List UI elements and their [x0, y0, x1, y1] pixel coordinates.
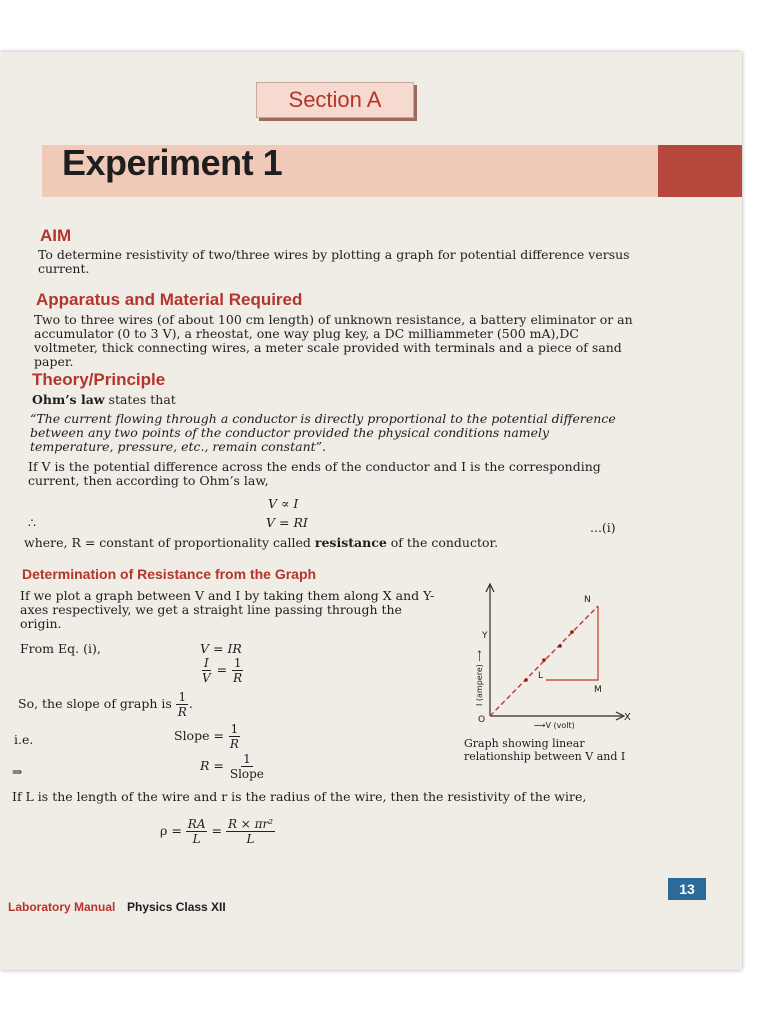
aim-text: To determine resistivity of two/three wires by plotting a graph for potential difference versus current. [38, 247, 630, 276]
slope-equation [174, 722, 241, 751]
footer-manual-title: Laboratory Manual [8, 900, 116, 914]
resistivity-text: If L is the length of the wire and r is the radius of the wire, then the resistivity of the wire, [12, 789, 587, 804]
fraction-numerator: 1 [230, 722, 239, 736]
ohms-law-quote: “The current flowing through a conductor is directly proportional to the potential difference between any two points of the conductor provided the physical conditions namely temperature, pressure, etc., remain constant”. [30, 411, 616, 454]
fraction-denominator: Slope [229, 767, 264, 781]
fraction-denominator: R [233, 671, 243, 685]
graph-intro: If we plot a graph between V and I by taking them along X and Y-axes respectively, we get a straight line passing through the origin. [20, 588, 435, 631]
fraction-numerator: 1 [243, 752, 251, 766]
resistance-term: resistance [314, 535, 387, 550]
point-m-label: M [594, 685, 602, 695]
y-axis-label: I (ampere) ⟶ [475, 650, 484, 706]
fraction-r-pi-r2-l [226, 817, 275, 846]
ie-label: i.e. [14, 732, 34, 747]
proportionality-equation: V ∝ I [268, 496, 299, 511]
equation-i-over-v [200, 656, 244, 685]
fraction-r-slope [228, 752, 266, 781]
apparatus-text: Two to three wires (of about 100 cm length) of unknown resistance, a battery eliminator or an accumulator (0 to 3 V), a rheostat, one way plug key, a DC milliammeter (500 mA),DC voltmeter, thick connecting wires, a meter scale provided with terminals and a piece of sand paper. [34, 312, 633, 369]
point-l-label: L [538, 671, 544, 681]
equals-sign: = [216, 662, 228, 677]
slope-label: Slope = [174, 728, 224, 743]
resistivity-equation [160, 817, 275, 846]
footer-book-title: Physics Class XII [127, 900, 226, 914]
fraction-numerator: R × πr² [227, 817, 274, 831]
manual-page [0, 52, 742, 970]
theory-heading: Theory/Principle [32, 370, 166, 389]
y-axis-letter: Y [482, 631, 488, 641]
section-label: Section A [288, 87, 382, 112]
equation-v-ir: V = IR [200, 641, 242, 656]
fraction-1-r [231, 656, 244, 685]
implies-symbol: ⇒ [12, 764, 23, 779]
fraction-numerator: I [203, 656, 209, 670]
fraction-slope [176, 690, 189, 719]
ohms-law-intro: states that [108, 392, 176, 407]
banner-accent [658, 145, 742, 197]
aim-heading: AIM [40, 226, 72, 245]
graph-section-heading: Determination of Resistance from the Graph [22, 566, 317, 582]
page-number: 13 [668, 878, 706, 900]
rho-label: ρ = [160, 823, 182, 838]
where-post: of the conductor. [390, 535, 499, 550]
fraction-denominator: V [202, 671, 211, 685]
fraction-denominator: R [229, 737, 239, 751]
data-point [558, 644, 562, 648]
resistance-equation [200, 752, 266, 781]
fraction-denominator: L [192, 832, 201, 846]
where-pre: where, R = constant of proportionality called [24, 535, 311, 550]
fraction-i-v [200, 656, 213, 685]
data-point [524, 678, 528, 682]
therefore-symbol: ∴ [28, 515, 36, 530]
point-n-label: N [584, 595, 591, 605]
slope-statement [18, 690, 193, 719]
ohms-law-equation: V = RI [266, 515, 308, 530]
ohms-law-name: Ohm’s law [32, 392, 105, 407]
ohms-law-line [32, 393, 632, 407]
figure-caption: Graph showing linear relationship between V and I [464, 737, 626, 763]
section-label-box [256, 82, 414, 118]
fraction-numerator: 1 [178, 690, 187, 704]
data-point [570, 630, 574, 634]
equals-sign: = [211, 823, 222, 838]
fraction-ra-l [186, 817, 208, 846]
fraction-slope-1-r [228, 722, 241, 751]
slope-triangle [546, 606, 598, 680]
fraction-denominator: L [246, 832, 255, 846]
slope-period: . [188, 696, 193, 711]
resistance-definition [24, 536, 634, 550]
data-point [542, 658, 546, 662]
fraction-numerator: RA [187, 817, 206, 831]
equation-tag: ...(i) [590, 520, 616, 535]
slope-pre-text: So, the slope of graph is [18, 696, 172, 711]
apparatus-heading: Apparatus and Material Required [36, 290, 303, 309]
fraction-denominator: R [177, 705, 187, 719]
x-axis-label: ⟶V (volt) [534, 721, 575, 730]
x-axis-letter: X [624, 712, 631, 723]
fraction-numerator: 1 [233, 656, 242, 670]
from-eq-label: From Eq. (i), [20, 641, 101, 656]
experiment-title: Experiment 1 [62, 142, 283, 183]
origin-label: O [478, 715, 486, 725]
theory-paragraph: If V is the potential difference across the ends of the conductor and I is the corresponding current, then according to Ohm’s law, [28, 459, 601, 488]
r-label: R = [200, 758, 224, 773]
